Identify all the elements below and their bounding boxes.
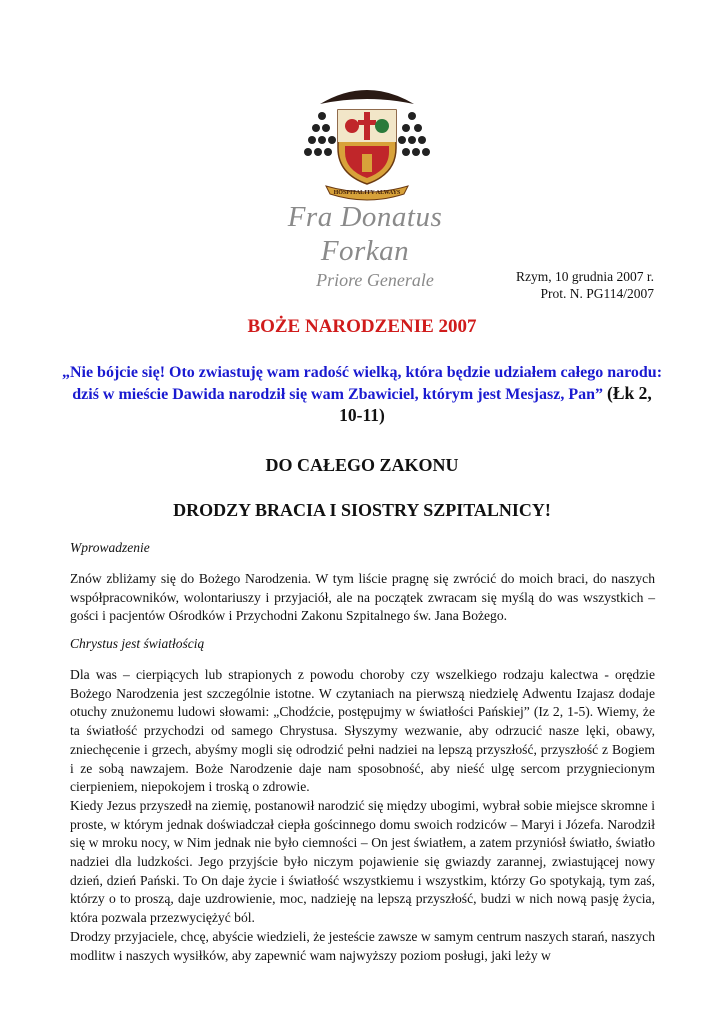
scripture-quote (60, 362, 664, 427)
letter-title: BOŻE NARODZENIE 2007 (247, 316, 477, 337)
light-paragraph-1: Dla was – cierpiących lub strapionych z powodu choroby czy wszelkiego rodzaju kalectwa - orędzie Bożego Narodzenia jest szczególnie istotne. W czytaniach na pierwszą niedzielę Adwentu Izajasz dodaje otuchy znużonemu ludowi słowami: „Chodźcie, postępujmy w światłości Pańskiej” (Iz 2, 1-5). Wiemy, że ta światłość przychodzi od samego Chrystusa. Słyszymy wezwanie, aby odrzucić nasze lęki, obawy, zniechęcenie i grzech, abyśmy mogli się odrodzić pełni nadziei na lepszą przyszłość, przyszłość z Bogiem i ze sobą nawzajem. Boże Narodzenie daje nam sposobność, aby nieść ulgę sercom przygniecionym cierpieniem, niepokojem i troską o zdrowie. (70, 667, 655, 795)
light-section-body (70, 666, 655, 965)
section-title-light: Chrystus jest światłością (70, 636, 205, 651)
signature-role: Priore Generale (316, 270, 434, 290)
light-paragraph-3: Drodzy przyjaciele, chcę, abyście wiedzieli, że jesteście zawsze w samym centrum naszych starań, naszych modlitw i naszych wysiłków, aby zapewnić wam najwyższy poziom posługi, jaki leży w (70, 928, 655, 963)
signature-block (250, 200, 480, 290)
section-title-intro: Wprowadzenie (70, 540, 150, 555)
place-date: Rzym, 10 grudnia 2007 r. (516, 269, 654, 284)
coat-of-arms-logo (300, 82, 434, 202)
light-paragraph-2: Kiedy Jezus przyszedł na ziemię, postanowił narodzić się między ubogimi, wybrał sobie miejsce skromne i proste, w którym jednak doświadczał ciepła gościnnego domu swoich rodziców – Maryi i Józefa. Narodził się w mroku nocy, w Nim jednak nie było ciemności – On jest światłem, a zatem przyniósł światło, światło nadziei dla ludzkości. Jego przyjście było niczym pojawienie się gwiazdy zarannej, zwiastującej nowy dzień, dzień Pański. To On daje życie i światłość wszystkiemu i wszystkim, którzy Go spotykają, tym zaś, którzy o to proszą, daje uzdrowienie, moc, nadzieję na lepszą przyszłość, budzi w nich nową pasję życia, która pozwala przezwyciężyć ból. (70, 797, 655, 926)
heading-to-order: DO CAŁEGO ZAKONU (265, 455, 459, 475)
dateline (516, 268, 654, 302)
intro-paragraph: Znów zbliżamy się do Bożego Narodzenia. W tym liście pragnę się zwrócić do moich braci, do naszych współpracowników, wolontariuszy i przyjaciół, ale na początek zwracam się myślą do was wszystkich – gości i pacjentów Ośrodków i Przychodni Zakonu Szpitalnego św. Jana Bożego. (70, 571, 655, 624)
signature-name: Fra Donatus Forkan (287, 201, 443, 267)
protocol-number: Prot. N. PG114/2007 (540, 286, 654, 301)
quote-reference: (Łk 2, 10-11) (339, 383, 652, 425)
heading-greeting: DRODZY BRACIA I SIOSTRY SZPITALNICY! (173, 500, 551, 520)
quote-text: „Nie bójcie się! Oto zwiastuję wam radość wielką, która będzie udziałem całego narodu: dziś w mieście Dawida narodził się wam Zbawiciel, którym jest Mesjasz, Pan” (61, 364, 663, 403)
motto-text: HOSPITALITY ALWAYS (333, 190, 401, 196)
